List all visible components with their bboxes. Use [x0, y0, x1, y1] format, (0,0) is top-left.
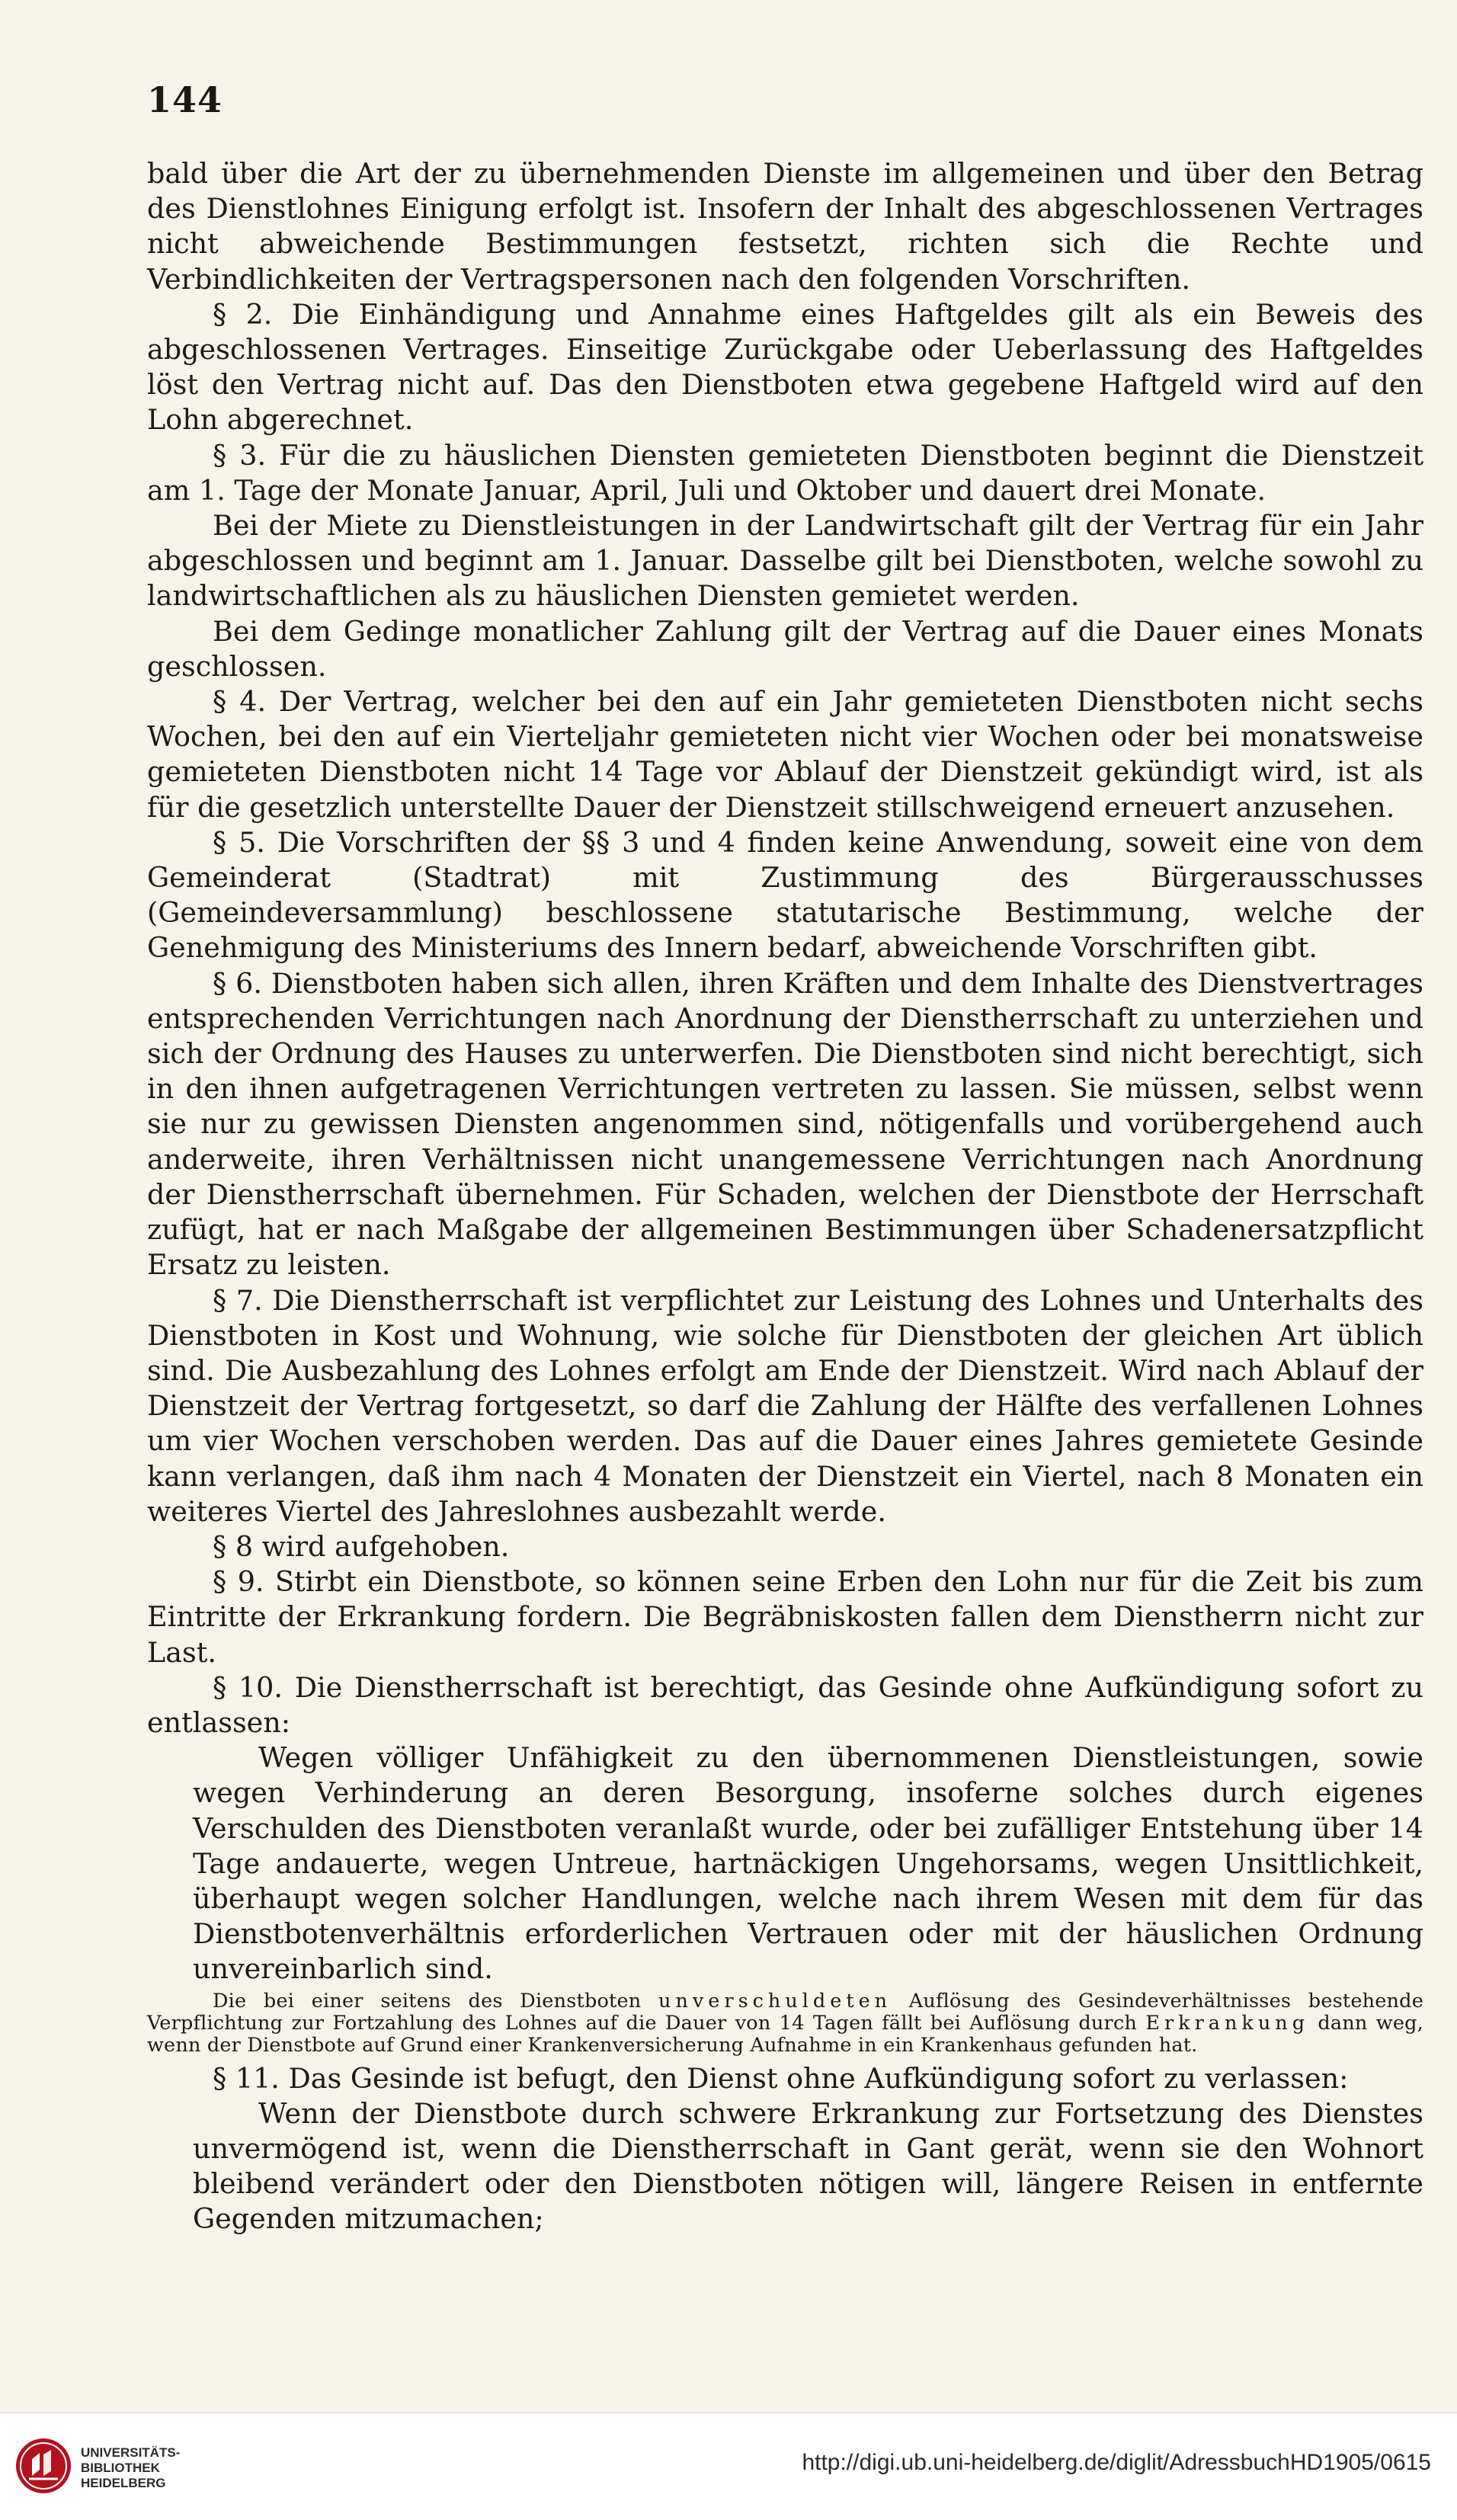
paragraph-section-3: § 3. Für die zu häuslichen Diensten gemieteten Dienstboten beginnt die Dienstzeit am 1. Tage der Monate Januar, April, Juli und Oktober und dauert drei Monate. — [147, 438, 1423, 507]
footnote-text-middle: Auflösung des Gesindeverhältnisses bestehende Verpflichtung zur Fortzahlung des Lohnes auf die Dauer von 14 Tagen fällt bei Auflösung durch — [147, 1989, 1423, 2035]
footnote — [147, 1990, 1423, 2057]
library-name — [81, 2445, 180, 2491]
library-name-line-3: HEIDELBERG — [81, 2476, 166, 2490]
paragraph-section-5: § 5. Die Vorschriften der §§ 3 und 4 finden keine Anwendung, soweit eine von dem Gemeinderat (Stadtrat) mit Zustimmung des Bürgerausschusses (Gemeindeversammlung) beschlossene statutarische Bestimmung, welche der Genehmigung des Ministeriums des Innern bedarf, abweichende Vorschriften gibt. — [147, 825, 1423, 965]
library-name-line-2: BIBLIOTHEK — [81, 2461, 160, 2475]
paragraph-section-11: § 11. Das Gesinde ist befugt, den Dienst ohne Aufkündigung sofort zu verlassen: — [213, 2061, 1349, 2095]
library-seal-icon — [14, 2436, 73, 2496]
footnote-emphasis-erkrankung: Erkrankung — [1145, 2011, 1310, 2035]
paragraph-section-2: § 2. Die Einhändigung und Annahme eines Haftgeldes gilt als ein Beweis des abgeschlossenen Vertrages. Einseitige Zurückgabe oder Ueberlassung des Haftgeldes löst den Vertrag nicht auf. Das den Dienstboten etwa gegebene Haftgeld wird auf den Lohn abgerechnet. — [147, 297, 1423, 437]
paragraph-section-4: § 4. Der Vertrag, welcher bei den auf ein Jahr gemieteten Dienstboten nicht sechs Wochen, bei den auf ein Vierteljahr gemieteten nicht vier Wochen oder bei monatsweise gemieteten Dienstboten nicht 14 Tage vor Ablauf der Dienstzeit gekündigt wird, ist als für die gesetzlich unterstellte Dauer der Dienstzeit stillschweigend erneuert anzusehen. — [147, 685, 1423, 824]
paragraph-section-10: § 10. Die Dienstherrschaft ist berechtigt, das Gesinde ohne Aufkündigung sofort zu entlassen: — [147, 1670, 1423, 1739]
section-11-conditions: Wenn der Dienstbote durch schwere Erkrankung zur Fortsetzung des Dienstes unvermögend ist, wenn die Dienstherrschaft in Gant gerät, wenn sie den Wohnort bleibend verändert oder den Dienstboten nötigen will, längere Reisen in entfernte Gegenden mitzumachen; — [193, 2096, 1423, 2236]
page-body — [147, 156, 1423, 2237]
page-number: 144 — [147, 79, 223, 120]
paragraph-section-6: § 6. Dienstboten haben sich allen, ihren Kräften und dem Inhalte des Dienstvertrages entsprechenden Verrichtungen nach Anordnung der Dienstherrschaft zu unterziehen und sich der Ordnung des Hauses zu unterwerfen. Die Dienstboten sind nicht berechtigt, sich in den ihnen aufgetragenen Verrichtungen vertreten zu lassen. Sie müssen, selbst wenn sie nur zu gewissen Diensten angenommen sind, nötigenfalls und vorübergehend auch anderweite, ihren Verhältnissen nicht unangemessene Verrichtungen nach Anordnung der Dienstherrschaft übernehmen. Für Schaden, welchen der Dienstbote der Herrschaft zufügt, hat er nach Maßgabe der allgemeinen Bestimmungen über Schadenersatzpflicht Ersatz zu leisten. — [147, 966, 1423, 1282]
footnote-text-start: Die bei einer seitens des Dienstboten — [213, 1989, 659, 2012]
section-10-conditions: Wegen völliger Unfähigkeit zu den übernommenen Dienstleistungen, sowie wegen Verhinderung an deren Besorgung, insoferne solches durch eigenes Verschulden des Dienstboten veranlaßt wurde, oder bei zufälliger Entstehung über 14 Tage andauerte, wegen Untreue, hartnäckigen Ungehorsams, wegen Unsittlichkeit, überhaupt wegen solcher Handlungen, welche nach ihrem Wesen mit dem für das Dienstbotenverhältnis erforderlichen Vertrauen oder mit der häuslichen Ordnung unvereinbarlich sind. — [193, 1741, 1423, 1986]
viewer-footer — [0, 2413, 1457, 2520]
paragraph-section-8: § 8 wird aufgehoben. — [213, 1529, 510, 1563]
footnote-emphasis-unverschuldeten: unverschuldeten — [658, 1989, 892, 2012]
permalink-url[interactable]: http://digi.ub.uni-heidelberg.de/diglit/AdressbuchHD1905/0615 — [802, 2450, 1431, 2475]
footnote-text-end: dann weg, wenn der Dienstbote auf Grund einer Krankenversicherung Aufnahme in ein Krankenhaus gefunden hat. — [147, 2011, 1423, 2057]
paragraph-section-3-agriculture: Bei der Miete zu Dienstleistungen in der Landwirtschaft gilt der Vertrag für ein Jahr abgeschlossen und beginnt am 1. Januar. Dasselbe gilt bei Dienstboten, welche sowohl zu landwirtschaftlichen als zu häuslichen Diensten gemietet werden. — [147, 509, 1423, 613]
paragraph-section-9: § 9. Stirbt ein Dienstbote, so können seine Erben den Lohn nur für die Zeit bis zum Eintritte der Erkrankung fordern. Die Begräbniskosten fallen dem Dienstherrn nicht zur Last. — [147, 1565, 1423, 1669]
library-name-line-1: UNIVERSITÄTS- — [81, 2445, 181, 2460]
paragraph-intro: bald über die Art der zu übernehmenden Dienste im allgemeinen und über den Betrag des Dienstlohnes Einigung erfolgt ist. Insofern der Inhalt des abgeschlossenen Vertrages nicht abweichende Bestimmungen festsetzt, richten sich die Rechte und Verbindlichkeiten der Vertragspersonen nach den folgenden Vorschriften. — [147, 157, 1423, 296]
paragraph-section-7: § 7. Die Dienstherrschaft ist verpflichtet zur Leistung des Lohnes und Unterhalts des Dienstboten in Kost und Wohnung, wie solche für Dienstboten der gleichen Art üblich sind. Die Ausbezahlung des Lohnes erfolgt am Ende der Dienstzeit. Wird nach Ablauf der Dienstzeit der Vertrag fortgesetzt, so darf die Zahlung der Hälfte des verfallenen Lohnes um vier Wochen verschoben werden. Das auf die Dauer eines Jahres gemietete Gesinde kann verlangen, daß ihm nach 4 Monaten der Dienstzeit ein Viertel, nach 8 Monaten ein weiteres Viertel des Jahreslohnes ausbezahlt werde. — [147, 1283, 1423, 1528]
library-logo[interactable] — [14, 2436, 212, 2505]
paragraph-section-3-monthly: Bei dem Gedinge monatlicher Zahlung gilt der Vertrag auf die Dauer eines Monats geschlossen. — [147, 614, 1423, 683]
